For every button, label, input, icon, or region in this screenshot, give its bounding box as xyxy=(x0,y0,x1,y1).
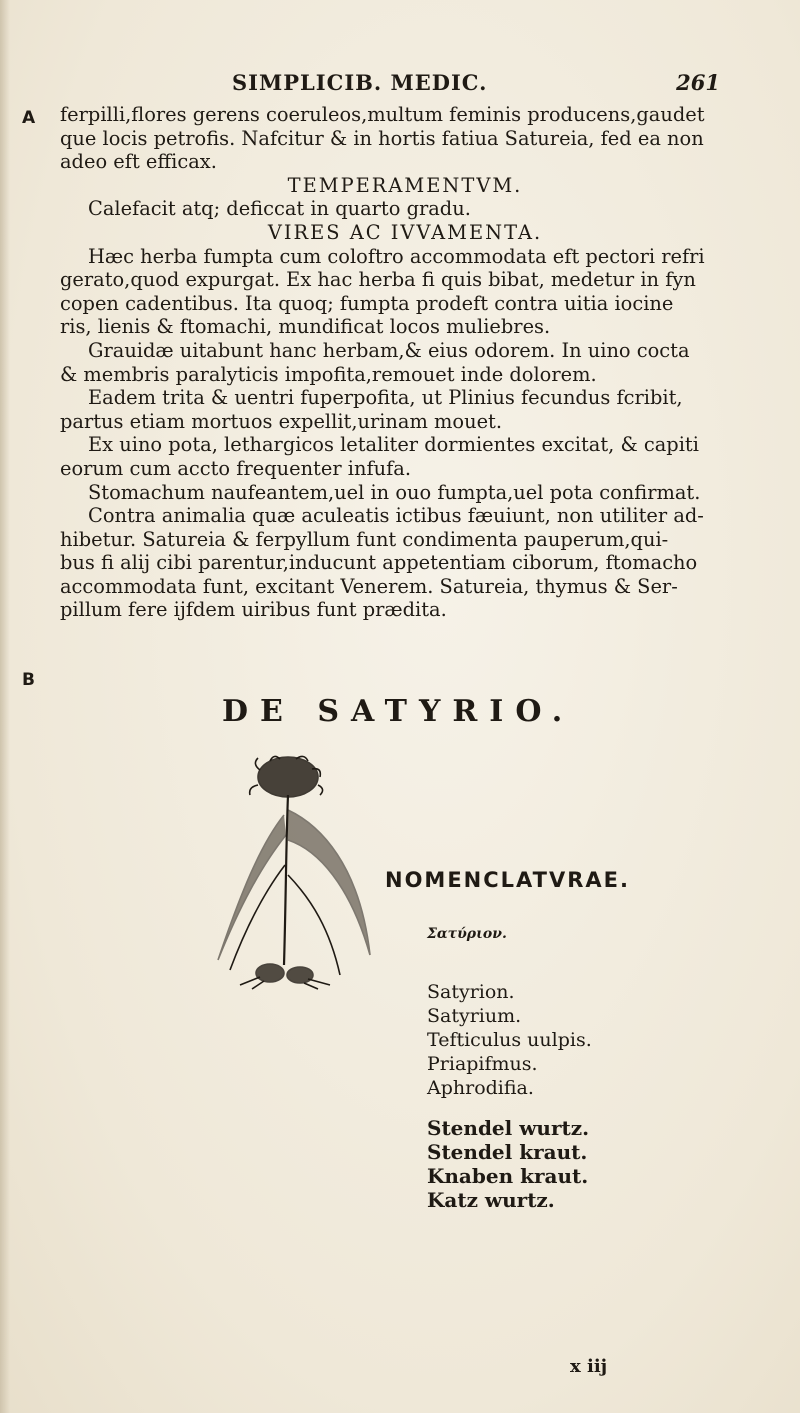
greek-name: Σατύριον. xyxy=(427,926,507,942)
text-line: adeo eft efficax. xyxy=(60,150,217,174)
text-line: Stomachum naufeantem,uel in ouo fumpta,uel pota confirmat. xyxy=(88,480,701,504)
text-line: pillum fere ijfdem uiribus funt prædita. xyxy=(60,598,447,622)
text-line: Ex uino pota, lethargicos letaliter dormientes excitat, & capiti xyxy=(88,433,699,457)
list-item: Knaben kraut. xyxy=(427,1164,589,1188)
list-item: Stendel kraut. xyxy=(427,1140,588,1164)
text-line: ferpilli,flores gerens coeruleos,multum feminis producens,gaudet xyxy=(60,103,705,126)
text-line: Hæc herba fumpta cum coloftro accommodata eft pectori refri xyxy=(88,244,705,268)
german-names-list xyxy=(427,1116,589,1212)
text-line: & membris paralyticis impofita,remouet inde dolorem. xyxy=(60,362,597,386)
nomenclaturae-title: NOMENCLATVRAE. xyxy=(385,868,630,892)
latin-names-list xyxy=(427,980,592,1100)
list-item: Priapifmus. xyxy=(427,1053,538,1075)
text-line: Grauidæ uitabunt hanc herbam,& eius odorem. In uino cocta xyxy=(88,338,690,362)
text-line: copen cadentibus. Ita quoq; fumpta prodeft contra uitia iocine xyxy=(60,291,674,315)
signature-mark: x iij xyxy=(570,1356,608,1377)
text-line: Eadem trita & uentri fuperpofita, ut Plinius fecundus fcribit, xyxy=(88,386,683,410)
satyrion-woodcut-illustration xyxy=(200,755,375,990)
list-item: Tefticulus uulpis. xyxy=(427,1029,592,1051)
text-line: partus etiam mortuos expellit,urinam mouet. xyxy=(60,409,503,433)
list-item: Stendel wurtz. xyxy=(427,1116,590,1140)
folio-number: 261 xyxy=(676,70,720,95)
running-title: SIMPLICIB. MEDIC. xyxy=(232,70,488,95)
text-line: ris, lienis & ftomachi, mundificat locos muliebres. xyxy=(60,315,551,339)
list-item: Satyrion. xyxy=(427,981,515,1003)
list-item: Katz wurtz. xyxy=(427,1188,555,1212)
body-text xyxy=(60,103,750,622)
list-item: Aphrodifia. xyxy=(427,1077,534,1099)
nomenclaturae-block xyxy=(385,868,765,1212)
text-line: que locis petrofis. Nafcitur & in hortis fatiua Satureia, fed ea non xyxy=(60,126,704,150)
page-header xyxy=(110,70,720,100)
text-line: gerato,quod expurgat. Ex hac herba fi quis bibat, medetur in fyn xyxy=(60,268,696,292)
text-line: accommodata funt, excitant Venerem. Satureia, thymus & Ser- xyxy=(60,574,678,598)
margin-marker-a: A xyxy=(22,108,36,128)
text-line: bus fi alij cibi parentur,inducunt appetentiam ciborum, ftomacho xyxy=(60,551,698,575)
text-line: eorum cum accto frequenter infufa. xyxy=(60,456,412,480)
list-item: Satyrium. xyxy=(427,1005,522,1027)
vires-heading: VIRES AC IVVAMENTA. xyxy=(267,220,543,244)
page-gutter-shadow xyxy=(0,0,10,1413)
temperamentum-heading: TEMPERAMENTVM. xyxy=(287,173,523,197)
text-line: hibetur. Satureia & ferpyllum funt condimenta pauperum,qui- xyxy=(60,527,669,551)
section-title: DE SATYRIO. xyxy=(222,694,575,729)
text-line: Calefacit atq; deficcat in quarto gradu. xyxy=(88,197,471,221)
margin-marker-b: B xyxy=(22,670,35,690)
text-line: Contra animalia quæ aculeatis ictibus fæuiunt, non utiliter ad- xyxy=(88,504,704,528)
